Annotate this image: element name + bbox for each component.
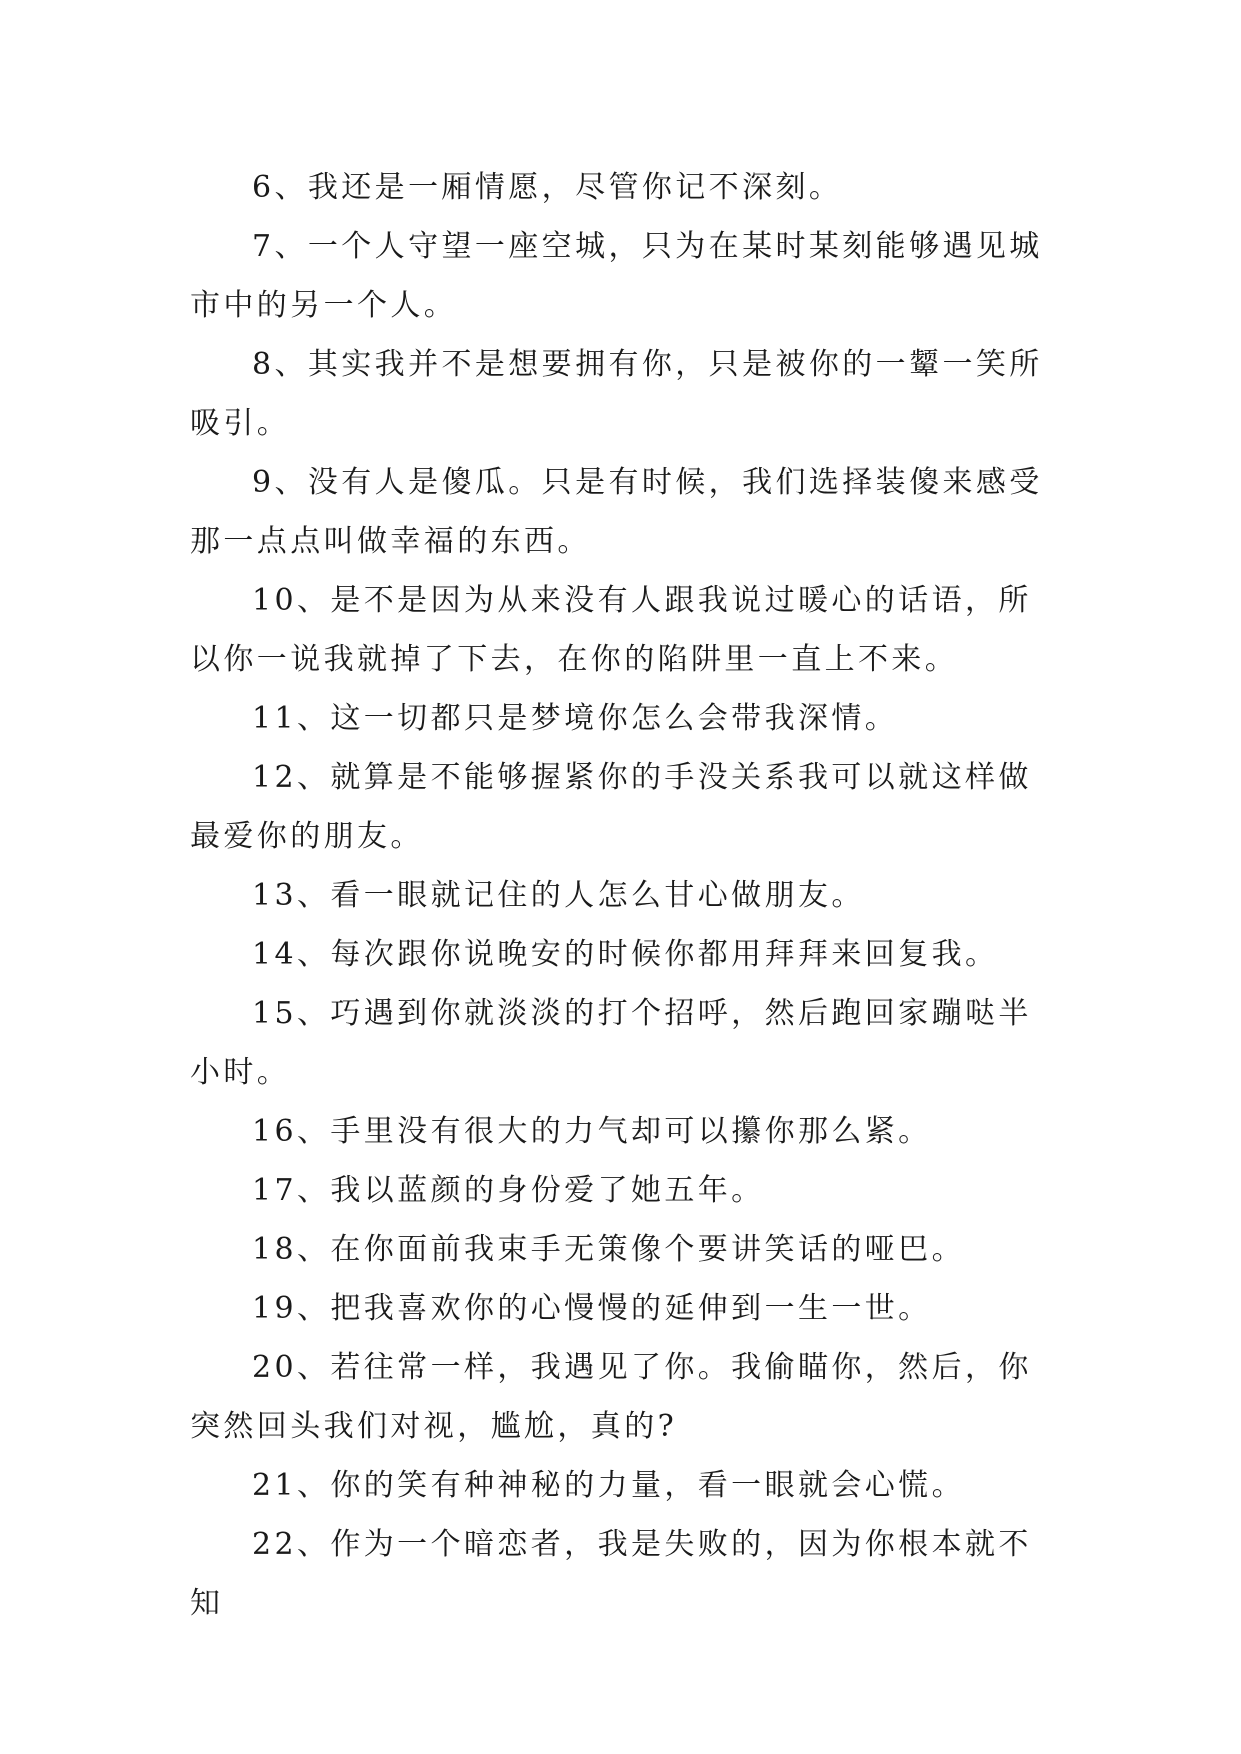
paragraph: 21、你的笑有种神秘的力量，看一眼就会心慌。	[252, 1468, 965, 1503]
paragraph: 16、手里没有很大的力气却可以攥你那么紧。	[252, 1114, 932, 1149]
paragraph: 20、若往常一样，我遇见了你。我偷瞄你，然后，你突然回头我们对视，尴尬，真的?	[190, 1350, 1032, 1444]
paragraph: 18、在你面前我束手无策像个要讲笑话的哑巴。	[252, 1232, 965, 1267]
paragraph: 14、每次跟你说晚安的时候你都用拜拜来回复我。	[252, 937, 999, 972]
paragraph: 10、是不是因为从来没有人跟我说过暖心的话语，所以你一说我就掉了下去，在你的陷阱里一直上不来。	[190, 583, 1032, 677]
paragraph: 22、作为一个暗恋者，我是失败的，因为你根本就不知	[190, 1527, 1032, 1621]
paragraph: 6、我还是一厢情愿，尽管你记不深刻。	[252, 170, 843, 205]
paragraph: 8、其实我并不是想要拥有你，只是被你的一颦一笑所吸引。	[190, 347, 1043, 441]
paragraph: 7、一个人守望一座空城，只为在某时某刻能够遇见城市中的另一个人。	[190, 229, 1043, 323]
paragraph: 13、看一眼就记住的人怎么甘心做朋友。	[252, 878, 865, 913]
paragraph: 9、没有人是傻瓜。只是有时候，我们选择装傻来感受那一点点叫做幸福的东西。	[190, 465, 1043, 559]
paragraph: 12、就算是不能够握紧你的手没关系我可以就这样做最爱你的朋友。	[190, 760, 1032, 854]
paragraph: 11、这一切都只是梦境你怎么会带我深情。	[252, 701, 899, 736]
paragraph: 15、巧遇到你就淡淡的打个招呼，然后跑回家蹦哒半小时。	[190, 996, 1032, 1090]
document-body	[190, 158, 1050, 1633]
paragraph: 17、我以蓝颜的身份爱了她五年。	[252, 1173, 765, 1208]
paragraph: 19、把我喜欢你的心慢慢的延伸到一生一世。	[252, 1291, 932, 1326]
